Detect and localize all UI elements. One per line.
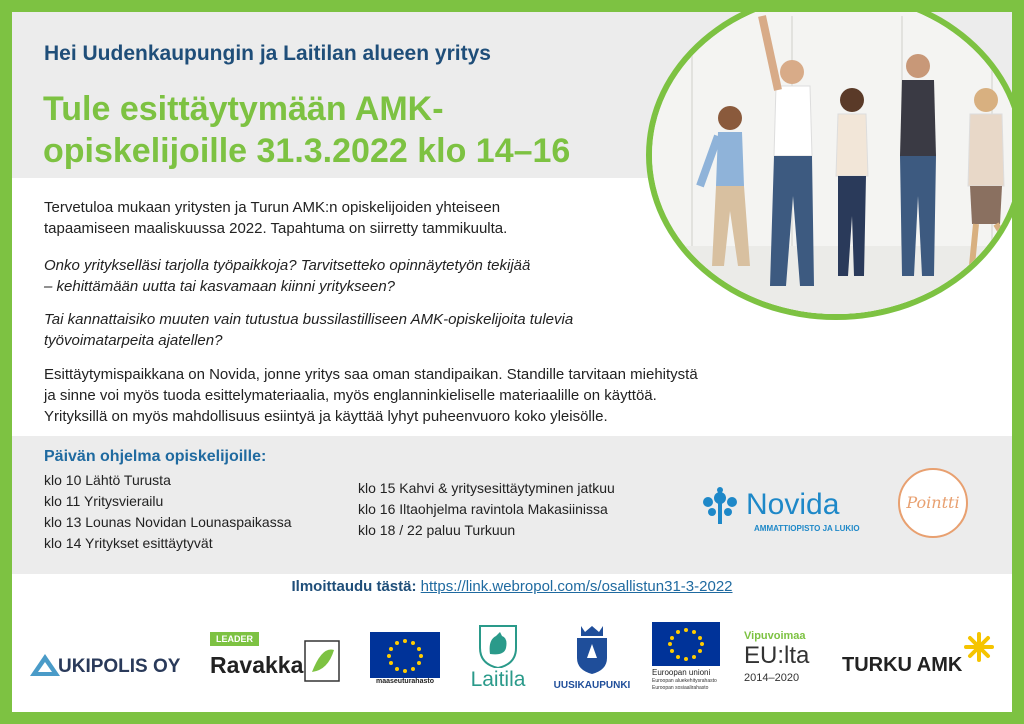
eu-flag-icon xyxy=(652,622,720,666)
registration-link[interactable]: https://link.webropol.com/s/osallistun31-3-2022 xyxy=(420,578,733,595)
venue-line: Esittäytymispaikkana on Novida, jonne yritys saa oman standipaikan. Standille tarvitaan miehitystä xyxy=(44,366,698,383)
aukipolis-text: UKIPOLIS OY xyxy=(58,656,181,677)
program-title: Päivän ohjelma opiskelijoille: xyxy=(44,448,267,465)
program-item: klo 11 Yritysvierailu xyxy=(44,493,164,509)
registration-label: Ilmoittaudu tästä: xyxy=(291,578,417,595)
novida-name: Novida xyxy=(746,488,840,521)
vipuvoimaa-text: Vipuvoimaa xyxy=(744,630,806,642)
eu-union-subtext: Euroopan sosiaalirahasto xyxy=(652,685,709,691)
venue-line: Yrityksillä on myös mahdollisuus esiintyä ja käyttää lyhyt puheenvuoro koko yleisölle. xyxy=(44,408,608,425)
eu-union-text: Euroopan unioni xyxy=(652,668,711,677)
eu-maaseutu-logo xyxy=(370,632,440,686)
program-item: klo 10 Lähtö Turusta xyxy=(44,472,171,488)
venue-paragraph xyxy=(44,364,698,427)
bus-line: Tai kannattaisiko muuten vain tutustua bussilastilliseen AMK-opiskelijoita tulevia xyxy=(44,311,574,328)
eu-flag-icon xyxy=(370,632,440,678)
program-item: klo 16 Iltaohjelma ravintola Makasiinissa xyxy=(358,501,608,517)
turku-amk-text: TURKU AMK xyxy=(842,654,963,676)
bus-paragraph xyxy=(44,309,573,351)
eu-union-subtext: Euroopan aluekehitysrahasto xyxy=(652,678,717,684)
program-item: klo 13 Lounas Novidan Lounaspaikassa xyxy=(44,514,292,530)
venue-line: ja sinne voi myös tuoda esittelymateriaalia, myös englanninkieliselle materiaalille on käyttöä. xyxy=(44,387,657,404)
bus-line: työvoimatarpeita ajatellen? xyxy=(44,332,223,349)
program-item: klo 14 Yritykset esittäytyvät xyxy=(44,535,213,551)
greeting-heading: Hei Uudenkaupungin ja Laitilan alueen yritys xyxy=(44,42,491,65)
program-list-right xyxy=(358,478,615,541)
program-item: klo 18 / 22 paluu Turkuun xyxy=(358,522,516,538)
uusikaupunki-logo xyxy=(550,624,634,700)
laitila-text: Laitila xyxy=(470,668,526,691)
question-line: – kehittämään uutta tai kasvamaan kiinni yritykseen? xyxy=(44,278,396,295)
headline-line-2: opiskelijoille 31.3.2022 klo 14–16 xyxy=(43,132,571,170)
eulta-text: EU:lta xyxy=(744,642,810,669)
people-jumping-photo xyxy=(646,0,1024,320)
registration-line xyxy=(12,578,1012,595)
crown-shield-icon xyxy=(575,624,609,674)
novida-subtitle: AMMATTIOPISTO JA LUKIO xyxy=(754,524,860,533)
intro-line: Tervetuloa mukaan yritysten ja Turun AMK:n opiskelijoiden yhteiseen xyxy=(44,199,501,216)
program-list-left xyxy=(44,470,292,554)
people-jumping-illustration xyxy=(652,0,1024,320)
uusikaupunki-text: UUSIKAUPUNKI xyxy=(553,680,631,691)
laitila-logo xyxy=(462,624,534,696)
pointti-logo xyxy=(898,468,968,538)
intro-line: tapaamiseen maaliskuussa 2022. Tapahtuma on siirretty tammikuulta. xyxy=(44,220,508,237)
headline-line-1: Tule esittäytymään AMK- xyxy=(43,90,444,128)
eulta-years: 2014–2020 xyxy=(744,672,800,684)
event-headline xyxy=(43,88,643,172)
turku-amk-logo xyxy=(842,632,1002,682)
program-item: klo 15 Kahvi & yritysesittäytyminen jatkuu xyxy=(358,480,615,496)
pointti-text: Pointti xyxy=(906,493,960,512)
tree-icon xyxy=(698,486,742,526)
eu-union-logo xyxy=(652,622,722,708)
question-paragraph xyxy=(44,255,530,297)
vipuvoimaa-logo xyxy=(744,630,828,700)
intro-paragraph xyxy=(44,197,507,239)
leaf-icon xyxy=(304,640,340,682)
question-line: Onko yritykselläsi tarjolla työpaikkoja? Tarvitsetteko opinnäytetyön tekijää xyxy=(44,257,531,274)
maaseutu-text: maaseuturahasto xyxy=(376,678,434,685)
rooster-icon xyxy=(478,624,518,668)
sun-star-icon xyxy=(964,632,994,662)
leader-tag: LEADER xyxy=(210,632,259,646)
triangle-a-icon xyxy=(30,654,60,676)
ravakka-text: Ravakka xyxy=(210,652,304,678)
